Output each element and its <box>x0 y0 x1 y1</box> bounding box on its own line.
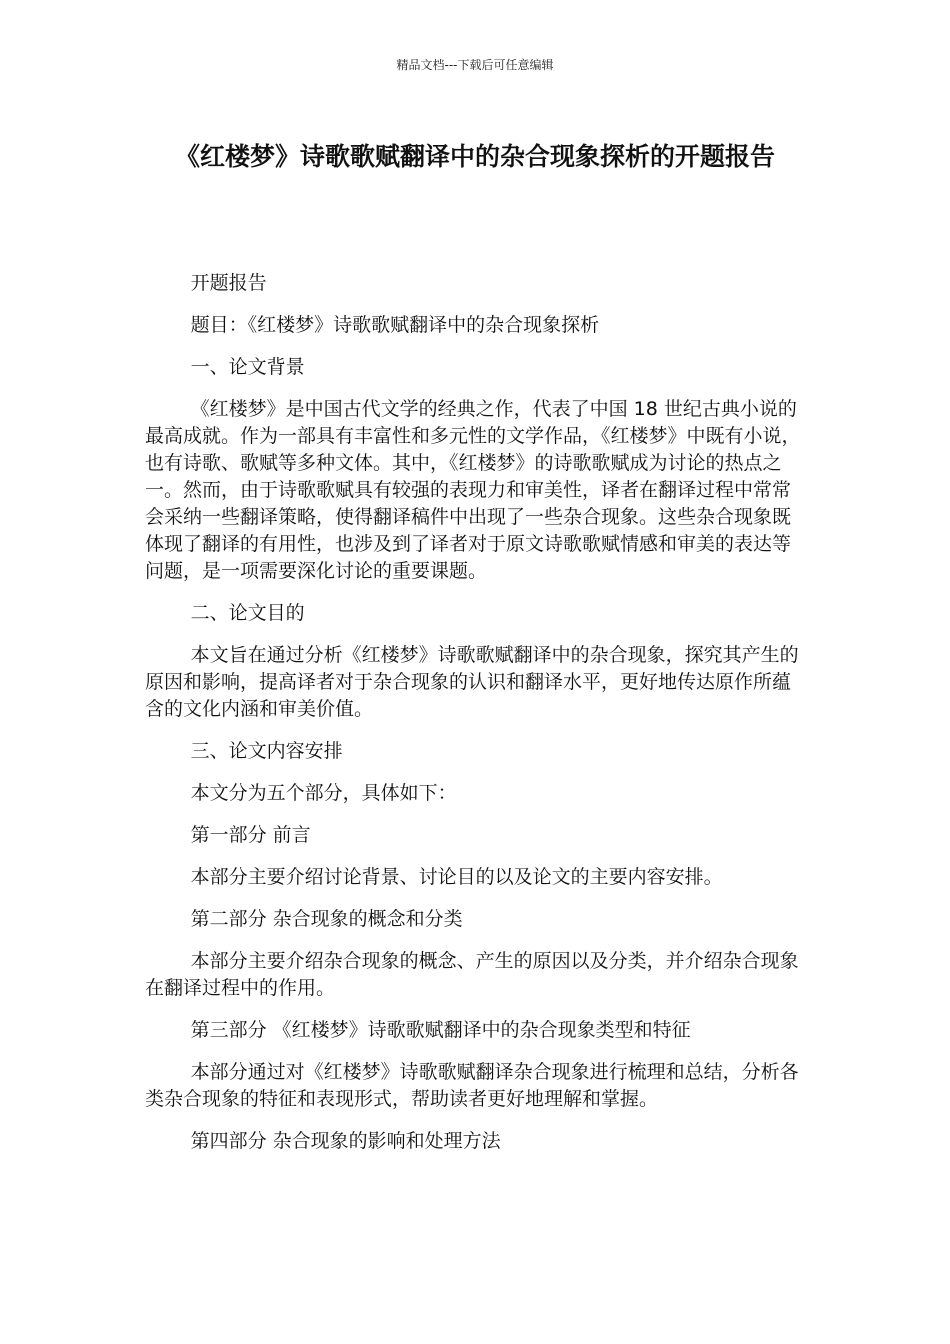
section-heading-background: 一、论文背景 <box>190 356 305 378</box>
document-title: 《红楼梦》诗歌歌赋翻译中的杂合现象探析的开题报告 <box>174 142 775 171</box>
section-heading-purpose: 二、论文目的 <box>190 602 305 624</box>
part-description-2: 本部分主要介绍杂合现象的概念、产生的原因以及分类，并介绍杂合现象在翻译过程中的作用。 <box>145 950 799 999</box>
paragraph-content-intro: 本文分为五个部分，具体如下： <box>190 782 457 804</box>
paragraph-background: 《红楼梦》是中国古代文学的经典之作，代表了中国 18 世纪古典小说的最高成就。作为一部具有丰富性和多元性的文学作品，《红楼梦》中既有小说，也有诗歌、歌赋等多种文体。其中，《红楼梦》的诗歌歌赋成为讨论的热点之一。然而，由于诗歌歌赋具有较强的表现力和审美性，译者在翻译过程中常常会采纳一些翻译策略，使得翻译稿件中出现了一些杂合现象。这些杂合现象既体现了翻译的有用性，也涉及到了译者对于原文诗歌歌赋情感和审美的表达等问题，是一项需要深化讨论的重要课题。 <box>145 398 801 582</box>
paragraph-topic: 题目：《红楼梦》诗歌歌赋翻译中的杂合现象探析 <box>190 314 600 336</box>
part-description-1: 本部分主要介绍讨论背景、讨论目的以及论文的主要内容安排。 <box>190 866 723 888</box>
part-heading-2: 第二部分 杂合现象的概念和分类 <box>190 908 463 930</box>
part-description-3: 本部分通过对《红楼梦》诗歌歌赋翻译杂合现象进行梳理和总结，分析各类杂合现象的特征和表现形式，帮助读者更好地理解和掌握。 <box>145 1061 799 1110</box>
page-header-note: 精品文档---下载后可任意编辑 <box>396 58 554 72</box>
part-heading-1: 第一部分 前言 <box>190 824 311 846</box>
document-body <box>145 270 807 1170</box>
part-heading-4: 第四部分 杂合现象的影响和处理方法 <box>190 1130 501 1152</box>
part-heading-3: 第三部分 《红楼梦》诗歌歌赋翻译中的杂合现象类型和特征 <box>190 1019 691 1041</box>
paragraph-purpose: 本文旨在通过分析《红楼梦》诗歌歌赋翻译中的杂合现象，探究其产生的原因和影响，提高译者对于杂合现象的认识和翻译水平，更好地传达原作所蕴含的文化内涵和审美价值。 <box>145 644 799 720</box>
paragraph-report-label: 开题报告 <box>190 272 267 294</box>
section-heading-content: 三、论文内容安排 <box>190 740 343 762</box>
